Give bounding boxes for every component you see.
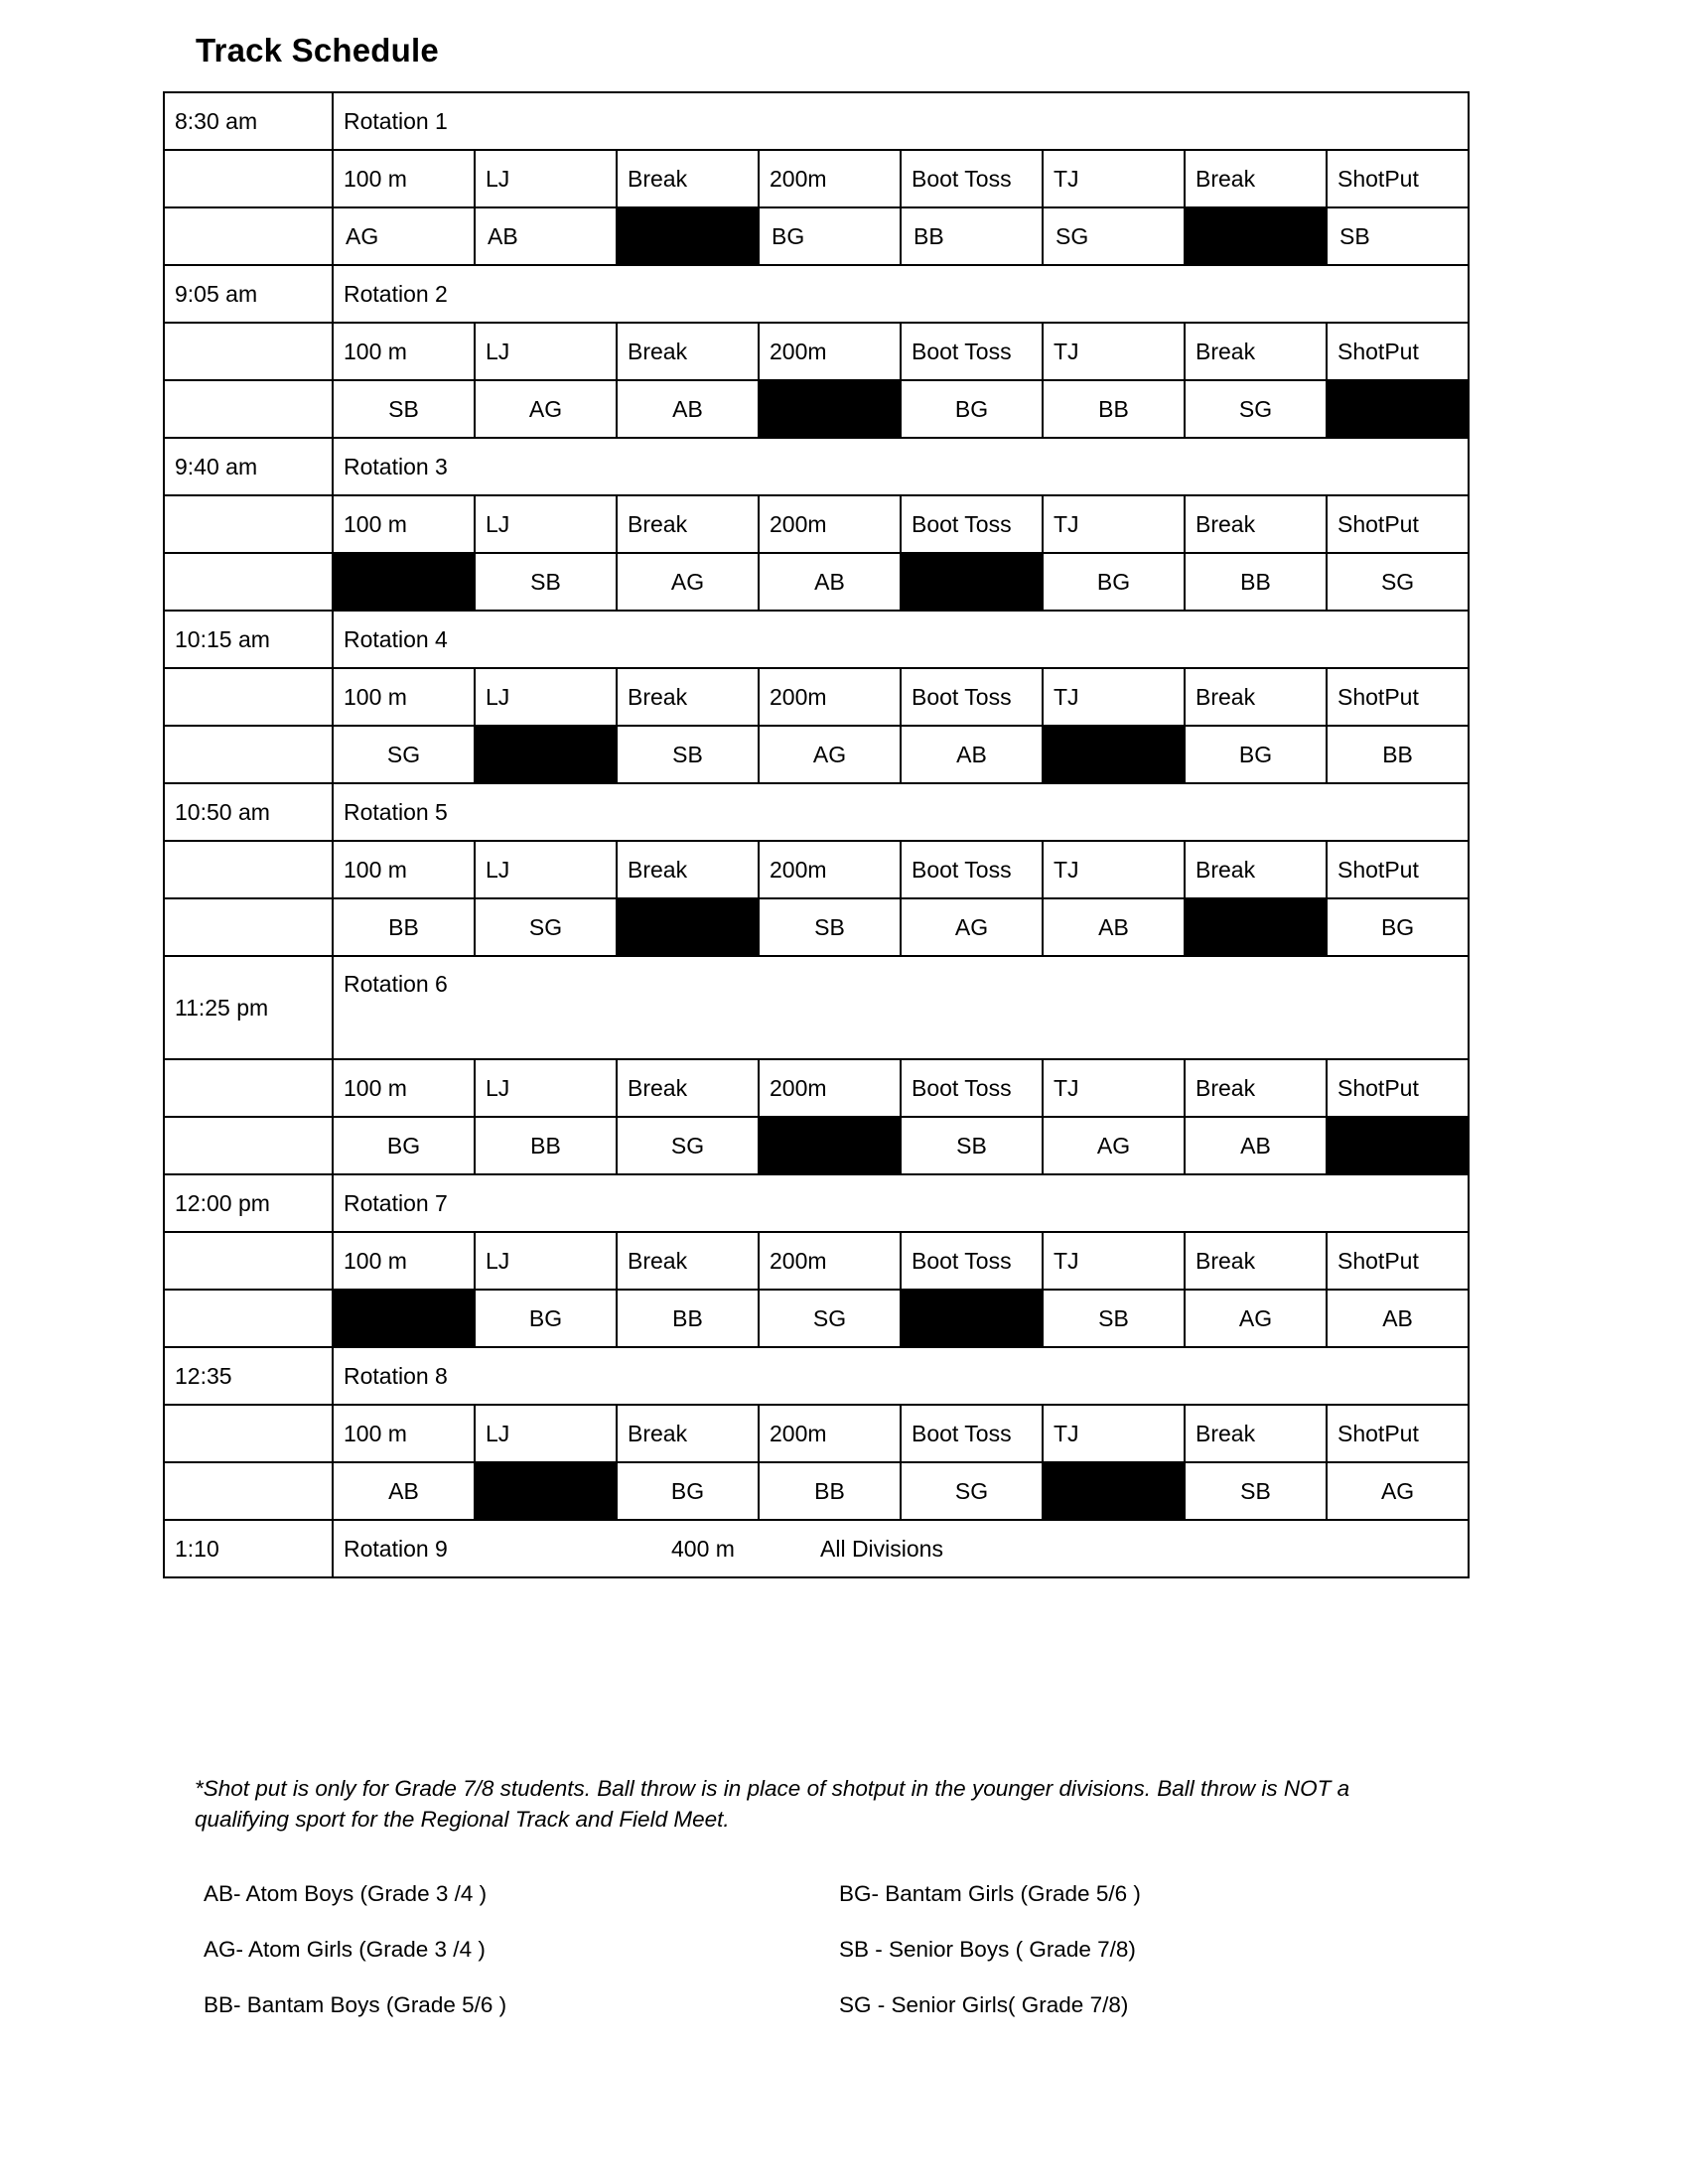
- division-assignment-cell: SG: [901, 1462, 1043, 1520]
- division-assignment-row: [164, 1290, 1469, 1347]
- rotation-label-text: Rotation 9: [344, 1535, 448, 1562]
- division-assignment-cell: BG: [1327, 898, 1469, 956]
- blocked-out-cell: [759, 1117, 901, 1174]
- event-header-cell: LJ: [475, 668, 617, 726]
- event-header-cell: Break: [1185, 150, 1327, 207]
- division-assignment-row: [164, 1117, 1469, 1174]
- event-header-cell: LJ: [475, 150, 617, 207]
- empty-time-cell: [164, 495, 333, 553]
- empty-time-cell: [164, 1117, 333, 1174]
- shotput-footnote: *Shot put is only for Grade 7/8 students. Ball throw is in place of shotput in the younger divisions. Ball throw is NOT a qualifying sport for the Regional Track and Field Meet.: [195, 1776, 1350, 1833]
- legend-entry-right: SG - Senior Girls( Grade 7/8): [839, 1992, 1129, 2017]
- event-header-cell: Break: [1185, 841, 1327, 898]
- schedule-body: [164, 92, 1469, 1577]
- blocked-out-cell: [617, 898, 759, 956]
- empty-time-cell: [164, 553, 333, 611]
- rotation-time-cell: 12:00 pm: [164, 1174, 333, 1232]
- event-header-cell: Break: [617, 495, 759, 553]
- empty-time-cell: [164, 1405, 333, 1462]
- division-assignment-cell: AB: [333, 1462, 475, 1520]
- event-header-cell: TJ: [1043, 150, 1185, 207]
- division-assignment-cell: BG: [1043, 553, 1185, 611]
- division-assignment-cell: AB: [1327, 1290, 1469, 1347]
- rotation-header-row: [164, 1347, 1469, 1405]
- blocked-out-cell: [1185, 898, 1327, 956]
- event-header-cell: 200m: [759, 841, 901, 898]
- event-header-row: [164, 150, 1469, 207]
- event-header-cell: ShotPut: [1327, 1059, 1469, 1117]
- division-assignment-cell: AG: [475, 380, 617, 438]
- rotation-label-cell: Rotation 5: [333, 783, 1469, 841]
- rotation-header-row: [164, 783, 1469, 841]
- division-assignment-cell: BG: [1185, 726, 1327, 783]
- final-distance-text: 400 m: [671, 1535, 735, 1562]
- rotation-header-row: [164, 438, 1469, 495]
- event-header-row: [164, 1405, 1469, 1462]
- rotation-label-cell: Rotation 3: [333, 438, 1469, 495]
- final-rotation-row: [164, 1520, 1469, 1577]
- division-assignment-cell: SG: [333, 726, 475, 783]
- division-assignment-cell: AB: [759, 553, 901, 611]
- rotation-label-cell: Rotation 7: [333, 1174, 1469, 1232]
- rotation-label-cell: Rotation 4: [333, 611, 1469, 668]
- event-header-cell: Boot Toss: [901, 1232, 1043, 1290]
- event-header-cell: TJ: [1043, 841, 1185, 898]
- event-header-cell: Boot Toss: [901, 150, 1043, 207]
- division-assignment-row: [164, 1462, 1469, 1520]
- empty-time-cell: [164, 1290, 333, 1347]
- event-header-cell: Break: [1185, 495, 1327, 553]
- empty-time-cell: [164, 1059, 333, 1117]
- rotation-header-row: [164, 956, 1469, 1059]
- event-header-cell: Boot Toss: [901, 495, 1043, 553]
- empty-time-cell: [164, 1462, 333, 1520]
- rotation-time-cell: 10:50 am: [164, 783, 333, 841]
- event-header-cell: TJ: [1043, 495, 1185, 553]
- rotation-time-cell: 10:15 am: [164, 611, 333, 668]
- division-assignment-cell: SG: [1327, 553, 1469, 611]
- empty-time-cell: [164, 323, 333, 380]
- division-assignment-cell: AG: [1185, 1290, 1327, 1347]
- division-assignment-cell: BB: [617, 1290, 759, 1347]
- division-assignment-cell: BB: [759, 1462, 901, 1520]
- event-header-cell: TJ: [1043, 668, 1185, 726]
- division-assignment-cell: BB: [333, 898, 475, 956]
- event-header-row: [164, 323, 1469, 380]
- event-header-cell: Break: [617, 1059, 759, 1117]
- rotation-time-cell: 8:30 am: [164, 92, 333, 150]
- division-assignment-cell: SB: [333, 380, 475, 438]
- final-rotation-detail-cell: [333, 1520, 1469, 1577]
- empty-time-cell: [164, 150, 333, 207]
- page-title: Track Schedule: [196, 32, 439, 68]
- event-header-cell: 200m: [759, 1232, 901, 1290]
- rotation-label-cell: Rotation 6: [333, 956, 1469, 1059]
- event-header-cell: TJ: [1043, 1059, 1185, 1117]
- division-assignment-cell: SB: [475, 553, 617, 611]
- blocked-out-cell: [901, 1290, 1043, 1347]
- event-header-cell: 100 m: [333, 1059, 475, 1117]
- track-schedule-table-container: [163, 91, 1467, 1578]
- division-assignment-cell: SG: [1185, 380, 1327, 438]
- event-header-cell: ShotPut: [1327, 150, 1469, 207]
- division-assignment-cell: SB: [1043, 1290, 1185, 1347]
- division-assignment-row: [164, 207, 1469, 265]
- legend-entry-left: AG- Atom Girls (Grade 3 /4 ): [204, 1937, 486, 1962]
- event-header-cell: ShotPut: [1327, 1232, 1469, 1290]
- blocked-out-cell: [617, 207, 759, 265]
- blocked-out-cell: [1327, 380, 1469, 438]
- division-assignment-cell: AB: [1043, 898, 1185, 956]
- division-assignment-cell: BB: [475, 1117, 617, 1174]
- division-assignment-cell: SG: [759, 1290, 901, 1347]
- division-assignment-cell: SB: [901, 1117, 1043, 1174]
- rotation-time-cell: 9:05 am: [164, 265, 333, 323]
- blocked-out-cell: [475, 726, 617, 783]
- event-header-cell: LJ: [475, 1405, 617, 1462]
- empty-time-cell: [164, 726, 333, 783]
- event-header-cell: ShotPut: [1327, 841, 1469, 898]
- event-header-cell: 100 m: [333, 841, 475, 898]
- blocked-out-cell: [475, 1462, 617, 1520]
- final-divisions-text: All Divisions: [820, 1535, 943, 1562]
- empty-time-cell: [164, 668, 333, 726]
- event-header-cell: Break: [617, 1232, 759, 1290]
- division-assignment-cell: SG: [1043, 207, 1185, 265]
- rotation-time-cell: 11:25 pm: [164, 956, 333, 1059]
- event-header-cell: 100 m: [333, 495, 475, 553]
- event-header-cell: 200m: [759, 150, 901, 207]
- legend-row: [204, 1978, 1465, 2033]
- blocked-out-cell: [1327, 1117, 1469, 1174]
- event-header-cell: Break: [617, 150, 759, 207]
- event-header-cell: 200m: [759, 495, 901, 553]
- event-header-row: [164, 841, 1469, 898]
- event-header-row: [164, 1059, 1469, 1117]
- event-header-cell: Break: [1185, 323, 1327, 380]
- event-header-cell: 200m: [759, 1405, 901, 1462]
- rotation-time-cell: 12:35: [164, 1347, 333, 1405]
- division-assignment-cell: AB: [475, 207, 617, 265]
- division-assignment-cell: SG: [617, 1117, 759, 1174]
- blocked-out-cell: [1043, 1462, 1185, 1520]
- event-header-cell: 200m: [759, 323, 901, 380]
- division-assignment-cell: BG: [333, 1117, 475, 1174]
- event-header-cell: ShotPut: [1327, 1405, 1469, 1462]
- empty-time-cell: [164, 898, 333, 956]
- rotation-header-row: [164, 1174, 1469, 1232]
- empty-time-cell: [164, 207, 333, 265]
- division-assignment-cell: SB: [617, 726, 759, 783]
- division-assignment-cell: BG: [901, 380, 1043, 438]
- division-assignment-cell: BB: [1185, 553, 1327, 611]
- blocked-out-cell: [333, 1290, 475, 1347]
- rotation-time-cell: 1:10: [164, 1520, 333, 1577]
- event-header-cell: LJ: [475, 495, 617, 553]
- rotation-header-row: [164, 611, 1469, 668]
- event-header-cell: Break: [617, 668, 759, 726]
- event-header-cell: ShotPut: [1327, 323, 1469, 380]
- event-header-cell: Break: [617, 841, 759, 898]
- empty-time-cell: [164, 380, 333, 438]
- event-header-cell: TJ: [1043, 1405, 1185, 1462]
- division-assignment-cell: AG: [617, 553, 759, 611]
- event-header-cell: Boot Toss: [901, 841, 1043, 898]
- rotation-header-row: [164, 265, 1469, 323]
- legend-entry-left: BB- Bantam Boys (Grade 5/6 ): [204, 1992, 507, 2017]
- division-assignment-cell: AB: [1185, 1117, 1327, 1174]
- rotation-label-cell: Rotation 1: [333, 92, 1469, 150]
- event-header-cell: Break: [1185, 668, 1327, 726]
- rotation-label-cell: Rotation 8: [333, 1347, 1469, 1405]
- rotation-time-cell: 9:40 am: [164, 438, 333, 495]
- event-header-row: [164, 495, 1469, 553]
- event-header-cell: Break: [617, 323, 759, 380]
- event-header-cell: 200m: [759, 1059, 901, 1117]
- event-header-cell: ShotPut: [1327, 668, 1469, 726]
- rotation-header-row: [164, 92, 1469, 150]
- division-assignment-cell: BG: [475, 1290, 617, 1347]
- division-assignment-row: [164, 553, 1469, 611]
- division-assignment-cell: AG: [1043, 1117, 1185, 1174]
- division-assignment-cell: AG: [901, 898, 1043, 956]
- event-header-cell: LJ: [475, 1059, 617, 1117]
- event-header-cell: LJ: [475, 323, 617, 380]
- division-assignment-cell: BB: [1327, 726, 1469, 783]
- empty-time-cell: [164, 841, 333, 898]
- division-assignment-cell: AB: [617, 380, 759, 438]
- event-header-cell: 100 m: [333, 668, 475, 726]
- division-assignment-row: [164, 726, 1469, 783]
- event-header-cell: Boot Toss: [901, 1405, 1043, 1462]
- division-assignment-cell: BB: [1043, 380, 1185, 438]
- division-assignment-cell: BG: [759, 207, 901, 265]
- division-assignment-cell: SB: [1327, 207, 1469, 265]
- division-legend: [204, 1866, 1465, 2033]
- legend-row: [204, 1922, 1465, 1978]
- empty-time-cell: [164, 1232, 333, 1290]
- event-header-cell: Break: [1185, 1232, 1327, 1290]
- blocked-out-cell: [1043, 726, 1185, 783]
- event-header-cell: Boot Toss: [901, 668, 1043, 726]
- event-header-cell: 100 m: [333, 1232, 475, 1290]
- event-header-row: [164, 668, 1469, 726]
- legend-entry-right: BG- Bantam Girls (Grade 5/6 ): [839, 1881, 1141, 1906]
- division-assignment-cell: BB: [901, 207, 1043, 265]
- event-header-cell: 100 m: [333, 323, 475, 380]
- division-assignment-cell: AG: [333, 207, 475, 265]
- division-assignment-cell: SB: [759, 898, 901, 956]
- track-schedule-table: [163, 91, 1470, 1578]
- event-header-cell: LJ: [475, 1232, 617, 1290]
- event-header-cell: Boot Toss: [901, 323, 1043, 380]
- division-assignment-cell: AG: [1327, 1462, 1469, 1520]
- blocked-out-cell: [901, 553, 1043, 611]
- legend-row: [204, 1866, 1465, 1922]
- event-header-cell: 100 m: [333, 150, 475, 207]
- division-assignment-row: [164, 380, 1469, 438]
- event-header-cell: 100 m: [333, 1405, 475, 1462]
- event-header-cell: Boot Toss: [901, 1059, 1043, 1117]
- rotation-label-cell: Rotation 2: [333, 265, 1469, 323]
- event-header-cell: 200m: [759, 668, 901, 726]
- event-header-cell: ShotPut: [1327, 495, 1469, 553]
- event-header-cell: Break: [1185, 1059, 1327, 1117]
- event-header-cell: TJ: [1043, 1232, 1185, 1290]
- event-header-cell: Break: [617, 1405, 759, 1462]
- division-assignment-cell: SG: [475, 898, 617, 956]
- event-header-cell: Break: [1185, 1405, 1327, 1462]
- blocked-out-cell: [333, 553, 475, 611]
- legend-entry-right: SB - Senior Boys ( Grade 7/8): [839, 1937, 1136, 1962]
- event-header-cell: TJ: [1043, 323, 1185, 380]
- division-assignment-cell: AB: [901, 726, 1043, 783]
- division-assignment-cell: SB: [1185, 1462, 1327, 1520]
- event-header-cell: LJ: [475, 841, 617, 898]
- division-assignment-row: [164, 898, 1469, 956]
- event-header-row: [164, 1232, 1469, 1290]
- blocked-out-cell: [759, 380, 901, 438]
- division-assignment-cell: AG: [759, 726, 901, 783]
- legend-entry-left: AB- Atom Boys (Grade 3 /4 ): [204, 1881, 488, 1906]
- blocked-out-cell: [1185, 207, 1327, 265]
- division-assignment-cell: BG: [617, 1462, 759, 1520]
